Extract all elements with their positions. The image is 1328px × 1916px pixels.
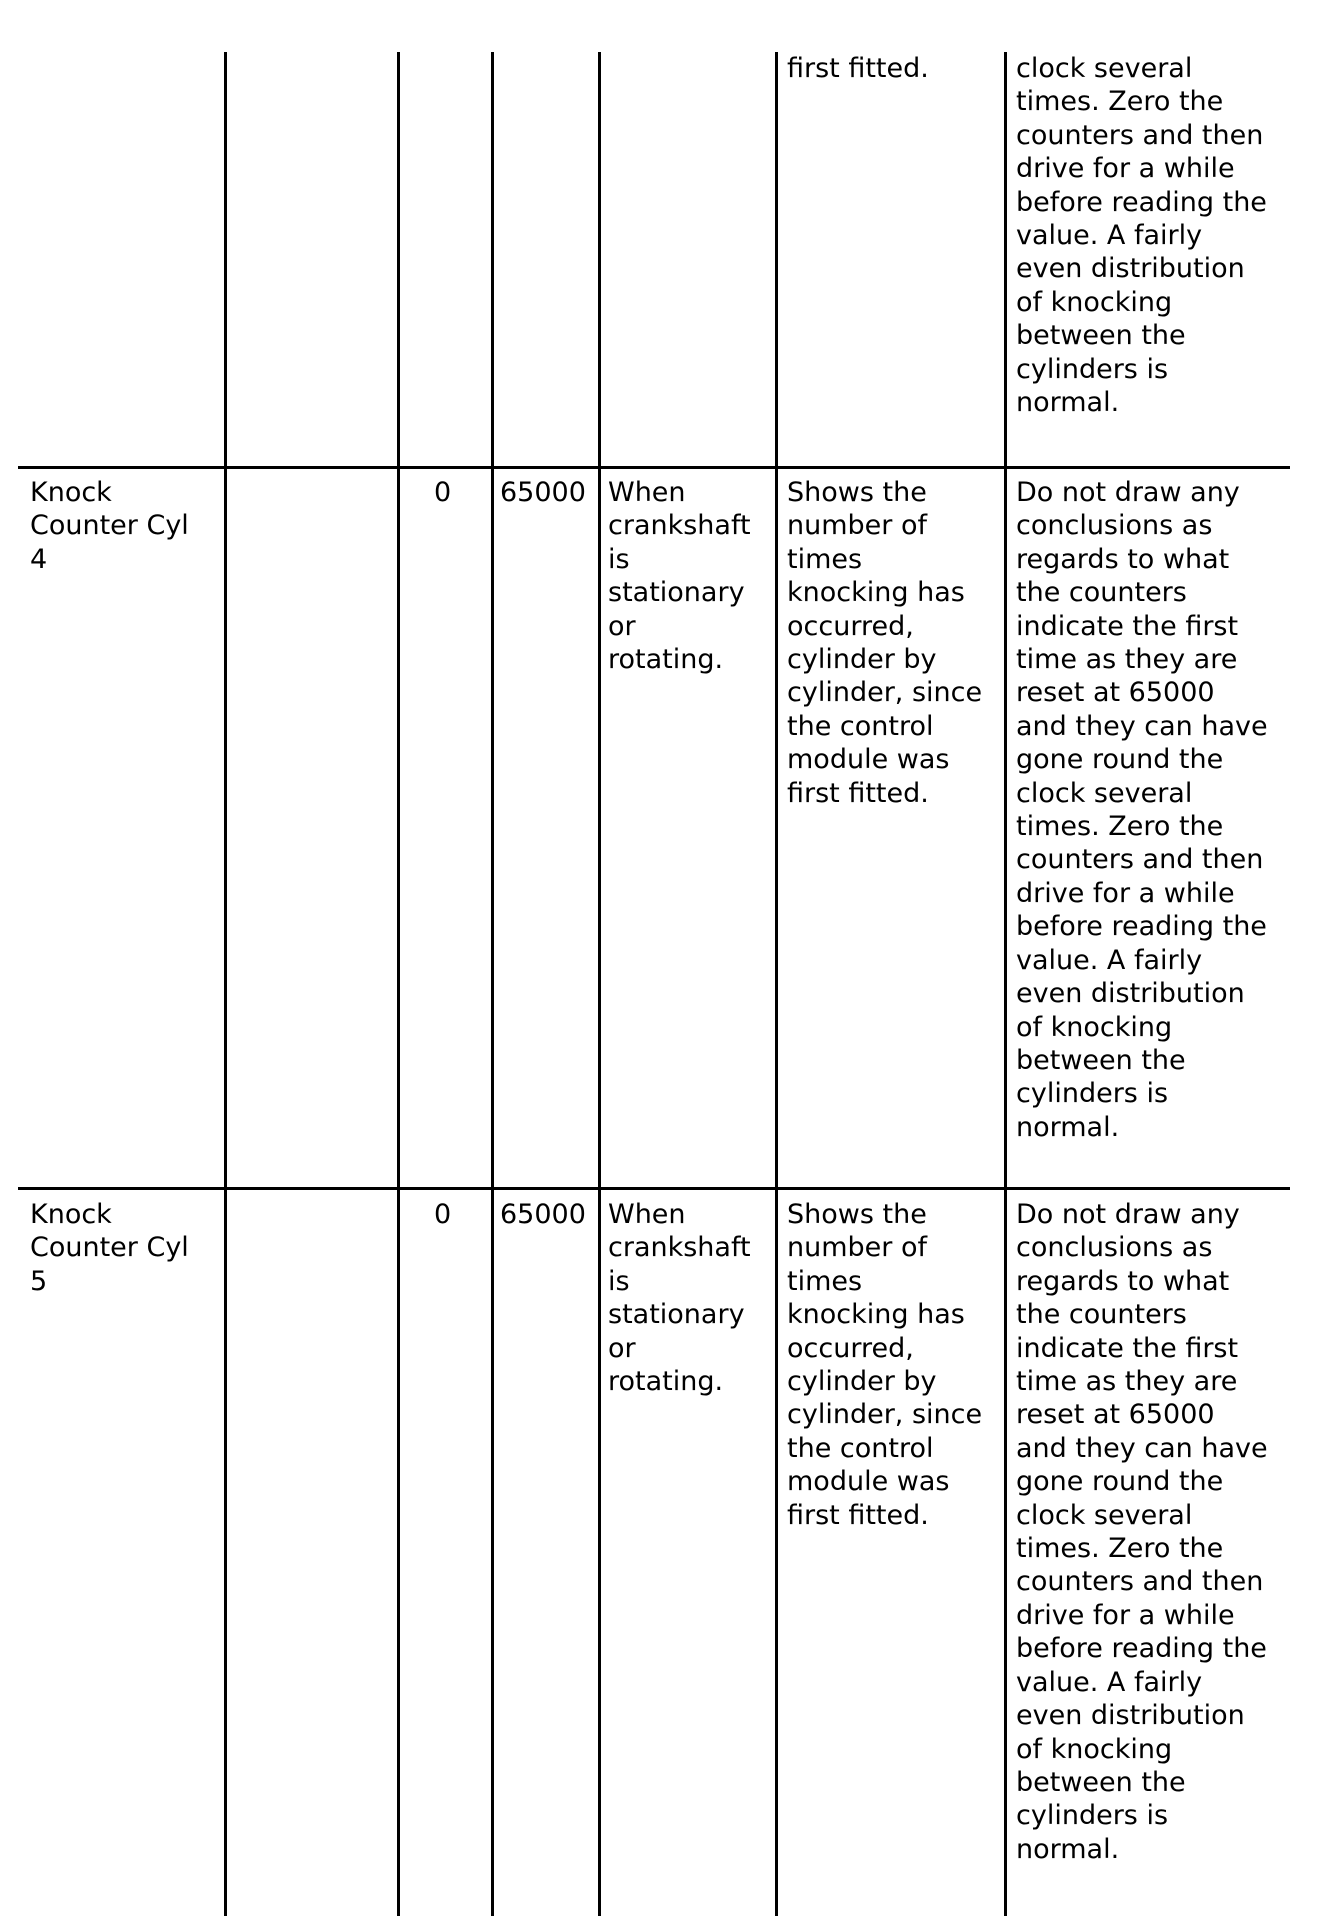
column-rule	[598, 52, 601, 1916]
parameter-name-cell: Knock Counter Cyl 4	[30, 477, 189, 575]
column-rule	[1004, 52, 1007, 1916]
min-value-cell: 0	[434, 1199, 452, 1230]
column-rule	[397, 52, 400, 1916]
description-cell: first fitted.	[787, 53, 929, 84]
max-value-cell: 65000	[500, 1199, 586, 1230]
note-cell: Do not draw any conclusions as regards to what the counters indicate the first time as they are reset at 65000 and they can have gone round the clock several times. Zero the counters and then drive for a while before reading the value. A fairly even distribution of knocking between the cylinders is normal.	[1016, 477, 1268, 1143]
condition-cell: When crankshaft is stationary or rotating.	[608, 1199, 751, 1398]
note-cell: Do not draw any conclusions as regards to what the counters indicate the first time as they are reset at 65000 and they can have gone round the clock several times. Zero the counters and then drive for a while before reading the value. A fairly even distribution of knocking between the cylinders is normal.	[1016, 1199, 1268, 1865]
description-cell: Shows the number of times knocking has occurred, cylinder by cylinder, since the control module was first fitted.	[787, 1199, 983, 1531]
row-separator	[18, 466, 1290, 469]
column-rule	[224, 52, 227, 1916]
note-cell: clock several times. Zero the counters and then drive for a while before reading the value. A fairly even distribution of knocking between the cylinders is normal.	[1016, 53, 1267, 419]
row-separator	[18, 1187, 1290, 1190]
column-rule	[775, 52, 778, 1916]
column-rule	[491, 52, 494, 1916]
condition-cell: When crankshaft is stationary or rotating.	[608, 477, 751, 676]
description-cell: Shows the number of times knocking has occurred, cylinder by cylinder, since the control module was first fitted.	[787, 477, 983, 809]
max-value-cell: 65000	[500, 477, 586, 508]
min-value-cell: 0	[434, 477, 452, 508]
parameter-name-cell: Knock Counter Cyl 5	[30, 1199, 189, 1297]
